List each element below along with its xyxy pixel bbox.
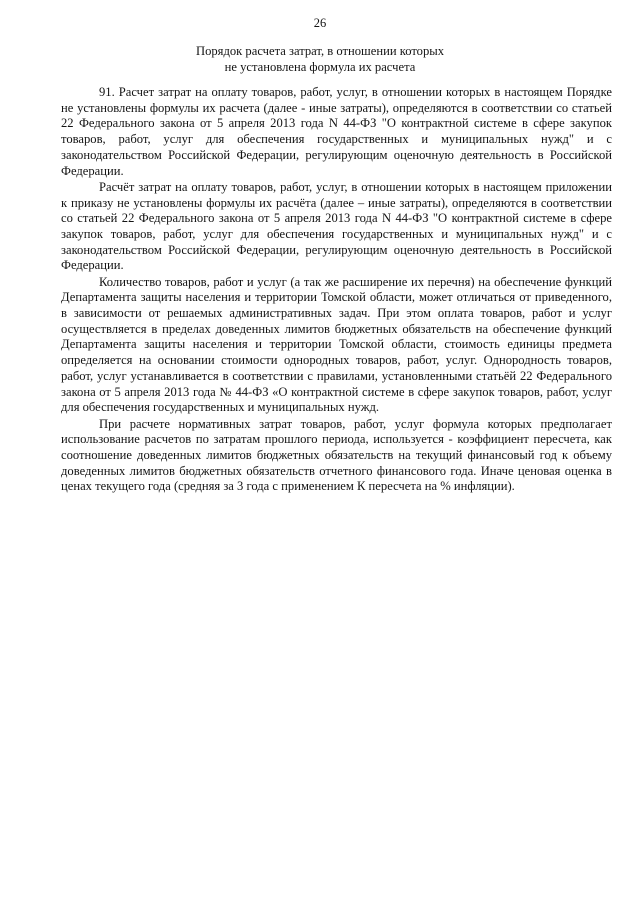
section-heading	[120, 43, 520, 75]
paragraph-calculation: Расчёт затрат на оплату товаров, работ, услуг, в отношении которых в настоящем приложении к приказу не установлены формулы их расчёта (далее – иные затраты), определяются в соответствии со статьей 22 Федерального закона от 5 апреля 2013 года N 44-ФЗ "О контрактной системе в сфере закупок товаров, работ, услуг для обеспечения государственных и муниципальных нужд" и с законодательством Российской Федерации, регулирующим оценочную деятельность в Российской Федерации.	[61, 179, 612, 273]
heading-line-2: не установлена формула их расчета	[224, 60, 416, 74]
paragraph-quantity: Количество товаров, работ и услуг (а так же расширение их перечня) на обеспечение функций Департамента защиты населения и территории Томской области, может отличаться от приведенного, в зависимости от решаемых административных задач. При этом оплата товаров, работ и услуг осуществляется в пределах доведенных лимитов бюджетных обязательств на обеспечение функций Департамента защиты населения и территории Томской области, стоимость единицы предмета определяется на основании стоимости однородных товаров, работ, услуг. Однородность товаров, работ, услуг устанавливается в соответствии с правилами, установленными статьёй 22 Федерального закона от 5 апреля 2013 года № 44-ФЗ «О контрактной системе в сфере закупок товаров, работ, услуг для обеспечения государственных и муниципальных нужд.	[61, 274, 612, 415]
paragraph-91: 91. Расчет затрат на оплату товаров, работ, услуг, в отношении которых в настоящем Порядке не установлены формулы их расчета (далее - иные затраты), определяются в соответствии со статьей 22 Федерального закона от 5 апреля 2013 года N 44-ФЗ "О контрактной системе в сфере закупок товаров, работ, услуг для обеспечения государственных и муниципальных нужд" и с законодательством Российской Федерации, регулирующим оценочную деятельность в Российской Федерации.	[61, 85, 612, 178]
heading-line-1: Порядок расчета затрат, в отношении которых	[195, 44, 445, 58]
page-number: 26	[313, 16, 327, 30]
paragraph-normative-costs: При расчете нормативных затрат товаров, работ, услуг формула которых предполагает использование расчетов по затратам прошлого периода, используется - коэффициент пересчета, как соотношение доведенных лимитов бюджетных обязательств на текущий финансовый год к объему доведенных лимитов бюджетных обязательств отчетного финансового года. Иначе ценовая оценка в ценах текущего года (средняя за 3 года с применением К пересчета на % инфляции).	[61, 416, 612, 494]
document-body	[61, 85, 612, 496]
